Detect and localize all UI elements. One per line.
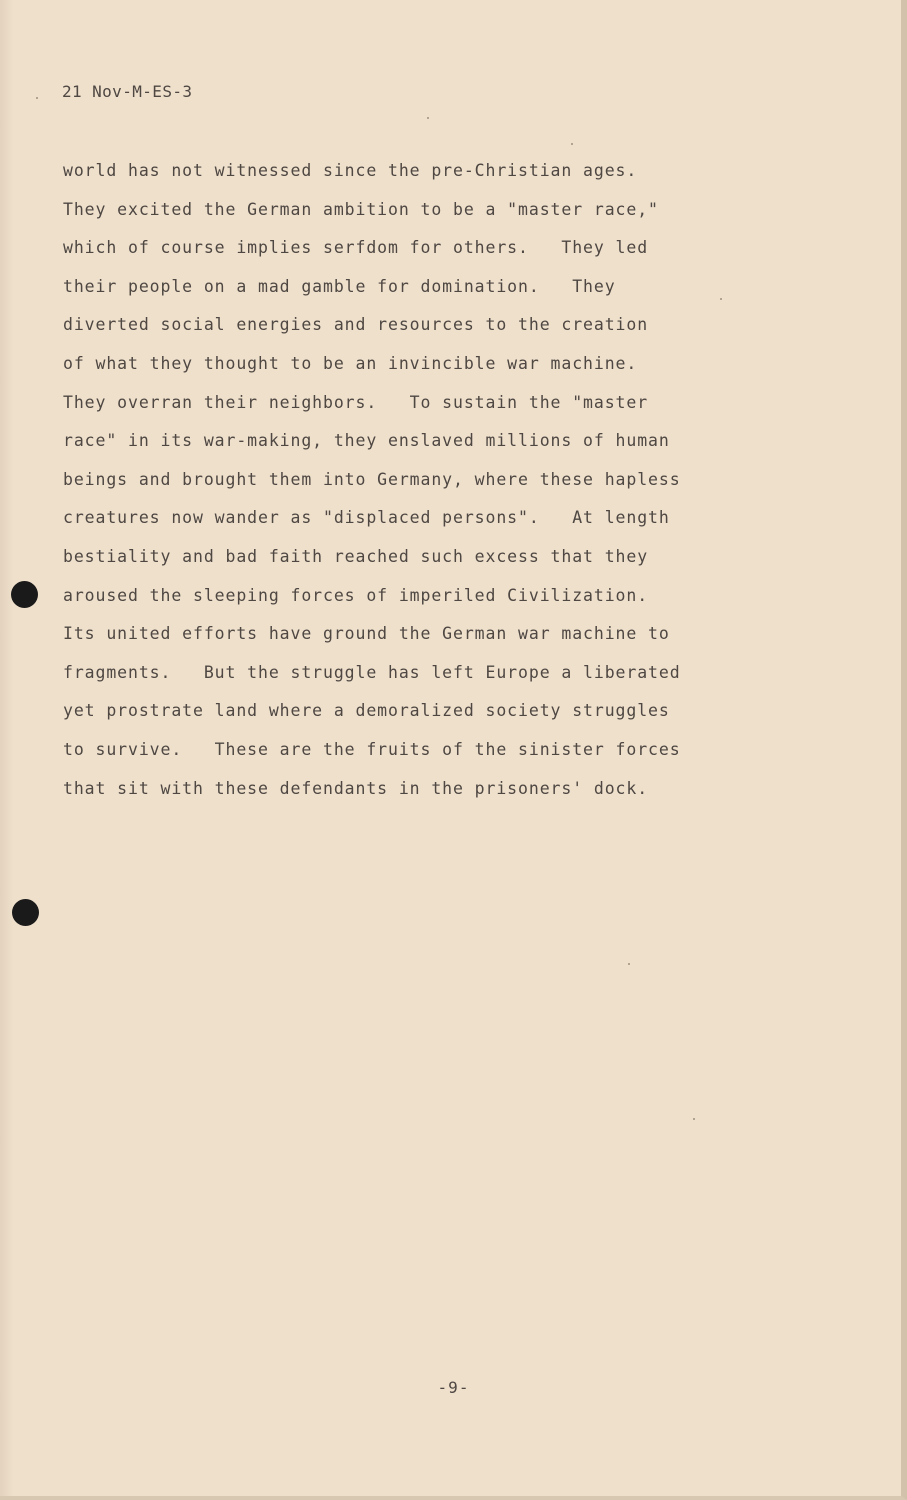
text-line: their people on a mad gamble for domination. They [63, 276, 616, 296]
text-line: world has not witnessed since the pre-Christian ages. [63, 161, 638, 180]
text-line: to survive. These are the fruits of the sinister forces [63, 739, 681, 759]
paper-speck [427, 117, 429, 119]
text-line: creatures now wander as "displaced persons". At length [63, 508, 670, 528]
text-line: aroused the sleeping forces of imperiled Civilization. [63, 585, 649, 605]
punch-hole [12, 899, 39, 926]
text-line: that sit with these defendants in the prisoners' dock. [63, 778, 649, 798]
text-line: diverted social energies and resources to the creation [63, 315, 649, 335]
text-line: of what they thought to be an invincible war machine. [63, 353, 638, 373]
text-line: They excited the German ambition to be a "master race," [63, 199, 659, 219]
text-line: bestiality and bad faith reached such excess that they [63, 546, 649, 566]
document-reference-header: 21 Nov-M-ES-3 [62, 82, 193, 101]
text-line: yet prostrate land where a demoralized society struggles [63, 701, 670, 721]
paper-speck [693, 1118, 695, 1120]
text-line: fragments. But the struggle has left Europe a liberated [63, 662, 681, 682]
paper-speck [628, 963, 630, 965]
text-line: beings and brought them into Germany, where these hapless [63, 469, 681, 489]
text-line: which of course implies serfdom for others. They led [63, 238, 649, 258]
text-line: They overran their neighbors. To sustain the "master [63, 392, 649, 412]
punch-hole [11, 581, 38, 608]
text-line: race" in its war-making, they enslaved millions of human [63, 431, 670, 451]
text-line: Its united efforts have ground the German war machine to [63, 624, 670, 644]
page-number: -9- [437, 1378, 470, 1397]
paper-speck [36, 97, 38, 99]
paper-speck [571, 143, 573, 145]
paper-speck [720, 298, 722, 300]
typed-body-text [63, 152, 763, 808]
